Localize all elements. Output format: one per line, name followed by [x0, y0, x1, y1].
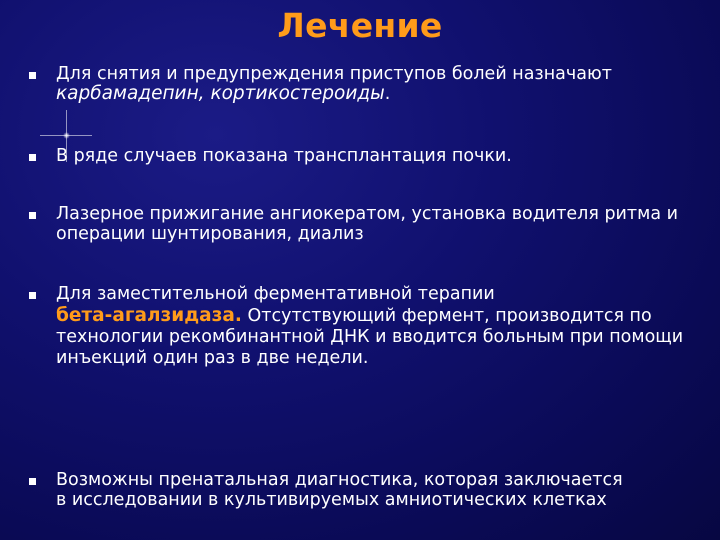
item-text: Для заместительной ферментативной терапии — [56, 284, 495, 304]
list-item — [56, 146, 716, 166]
slide-title: Лечение — [277, 6, 443, 45]
list-item — [56, 470, 626, 510]
item-text: Лазерное прижигание ангиокератом, установка водителя ритма и операции шунтирования, диализ — [56, 204, 678, 244]
sparkle-center — [63, 132, 70, 139]
item-tail: . — [384, 84, 391, 104]
bullet-marker — [29, 292, 36, 299]
item-bold-drug: бета-агалзидаза. — [56, 305, 242, 326]
item-tail: Отсутствующий фермент, производится по технологии рекомбинантной ДНК и вводится больным при помощи инъекций один раз в две недели. — [56, 306, 684, 368]
list-item — [56, 284, 696, 369]
item-text: Для снятия и предупреждения приступов болей назначают — [56, 64, 612, 84]
bullet-marker — [29, 478, 36, 485]
item-text: Возможны пренатальная диагностика, которая заключается в исследовании в культивируемых амниотических клетках — [56, 470, 623, 510]
list-item — [56, 64, 716, 104]
list-item — [56, 204, 706, 244]
bullet-marker — [29, 212, 36, 219]
bullet-marker — [29, 72, 36, 79]
item-text: В ряде случаев показана трансплантация почки. — [56, 146, 512, 166]
item-italic-drugs: карбамадепин, кортикостероиды — [56, 83, 385, 104]
bullet-marker — [29, 154, 36, 161]
